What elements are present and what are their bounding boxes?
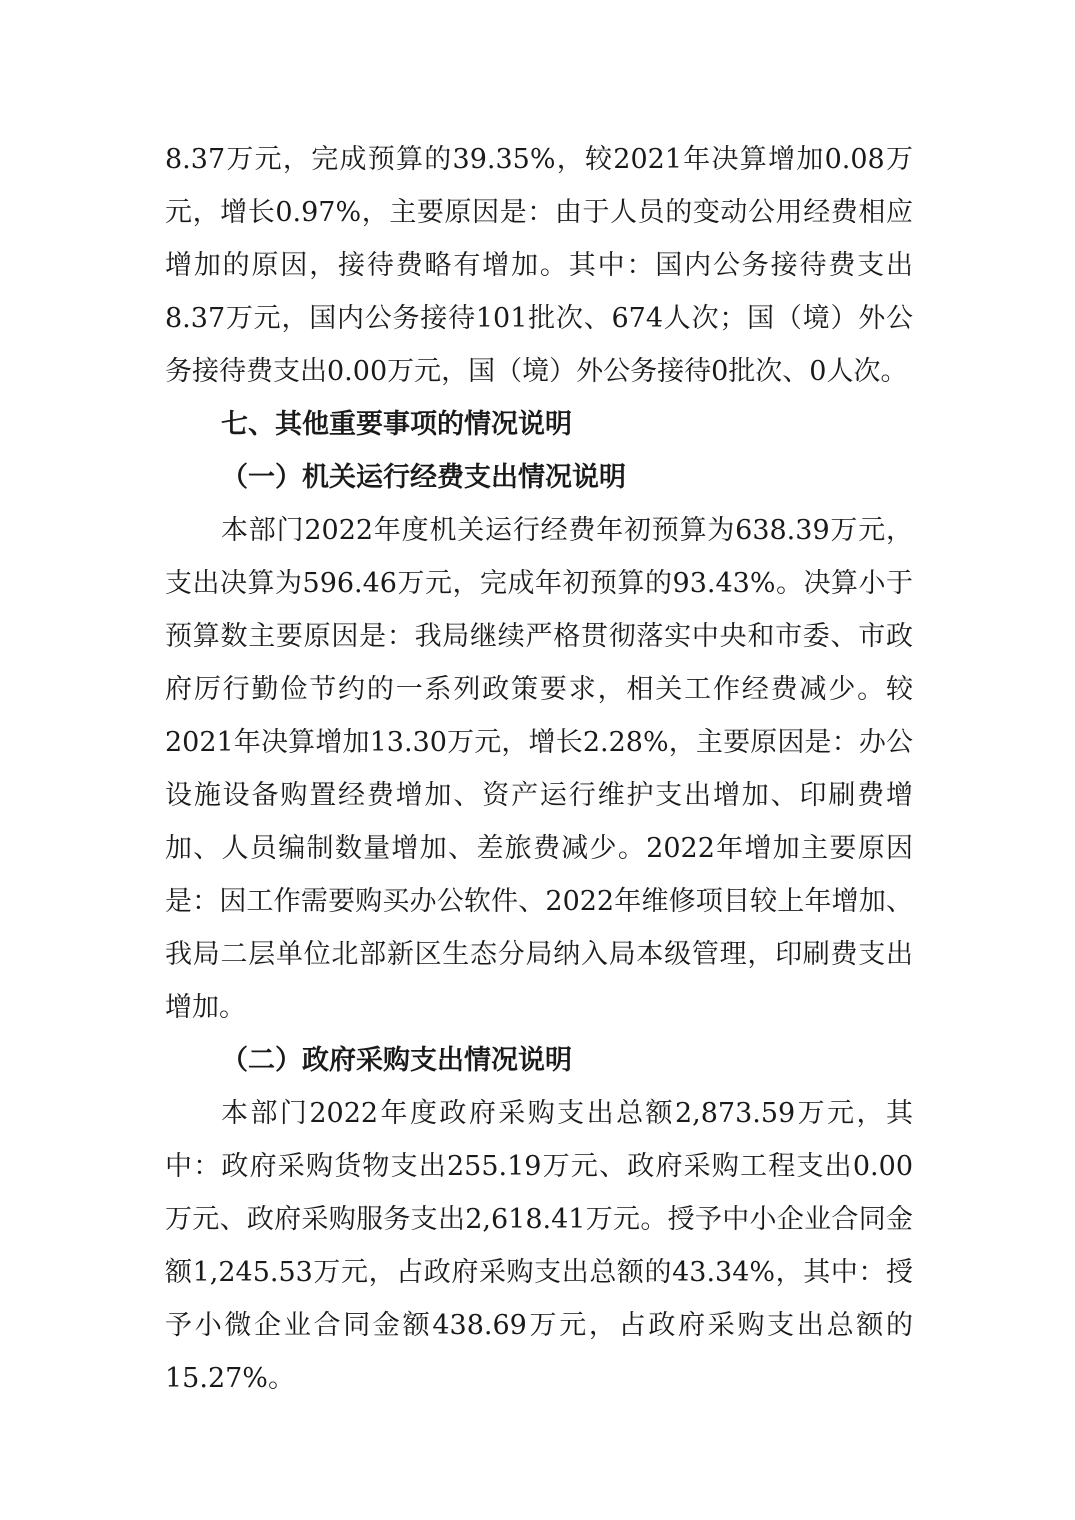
paragraph-government-procurement: 本部门2022年度政府采购支出总额2,873.59万元，其中：政府采购货物支出255.19万元、政府采购工程支出0.00万元、政府采购服务支出2,618.41万元。授予中小企业合同金额1,245.53万元，占政府采购支出总额的43.34%，其中：授予小微企业合同金额438.69万元，占政府采购支出总额的15.27%。 [165,1098,913,1394]
paragraph-reception-expenses: 8.37万元，完成预算的39.35%，较2021年决算增加0.08万元，增长0.97%，主要原因是：由于人员的变动公用经费相应增加的原因，接待费略有增加。其中：国内公务接待费支出8.37万元，国内公务接待101批次、674人次；国（境）外公务接待费支出0.00万元，国（境）外公务接待0批次、0人次。 [165,144,913,387]
section-heading-other-matters: 七、其他重要事项的情况说明 [221,409,572,440]
document-body [165,133,913,1405]
paragraph-operating-expenses: 本部门2022年度机关运行经费年初预算为638.39万元，支出决算为596.46万元，完成年初预算的93.43%。决算小于预算数主要原因是：我局继续严格贯彻落实中央和市委、市政府厉行勤俭节约的一系列政策要求，相关工作经费减少。较2021年决算增加13.30万元，增长2.28%，主要原因是：办公设施设备购置经费增加、资产运行维护支出增加、印刷费增加、人员编制数量增加、差旅费减少。2022年增加主要原因是：因工作需要购买办公软件、2022年维修项目较上年增加、我局二层单位北部新区生态分局纳入局本级管理，印刷费支出增加。 [165,515,913,1023]
subheading-government-procurement: （二）政府采购支出情况说明 [221,1045,572,1076]
subheading-operating-expenses: （一）机关运行经费支出情况说明 [221,462,626,493]
